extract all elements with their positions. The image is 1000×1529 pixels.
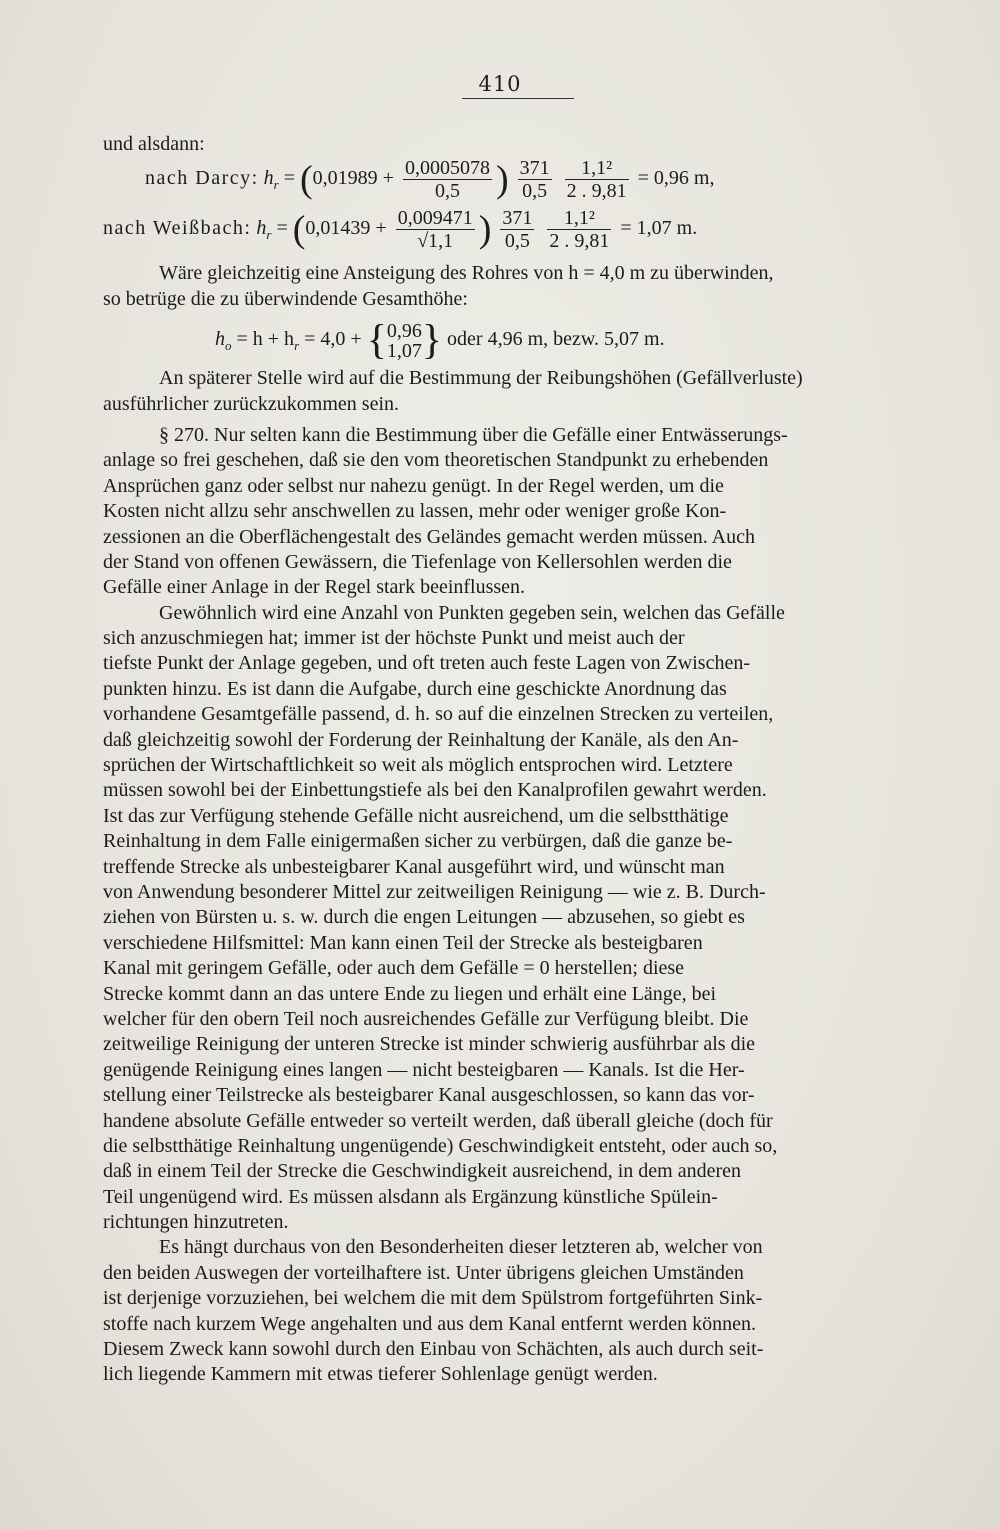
darcy-frac-1 <box>403 157 492 202</box>
darcy-close-paren: ) <box>495 158 509 201</box>
para4-line: stellung einer Teilstrecke als besteigbarer Kanal ausgeschlossen, so kann das vor- <box>103 1084 755 1107</box>
darcy-frac-3 <box>565 157 629 202</box>
darcy-frac-2-den: 0,5 <box>522 180 548 203</box>
weissbach-frac-1-den: √1,1 <box>417 230 454 253</box>
total-middle-sub: r <box>294 338 300 354</box>
total-lhs: h <box>215 328 225 351</box>
para4-line: Gewöhnlich wird eine Anzahl von Punkten gegeben sein, welchen das Gefälle <box>159 601 785 624</box>
weissbach-frac-3-num: 1,1² <box>547 207 611 230</box>
para3-line: der Stand von offenen Gewässern, die Tiefenlage von Kellersohlen werden die <box>103 550 732 573</box>
weissbach-frac-3-den: 2 . 9,81 <box>549 230 610 253</box>
para5-line: Es hängt durchaus von den Besonderheiten dieser letzteren ab, welcher von <box>159 1236 763 1259</box>
total-bottom-value: 1,07 <box>386 339 422 362</box>
para4-line: daß in einem Teil der Strecke die Geschwindigkeit ausreichend, in dem anderen <box>103 1160 742 1183</box>
para4-line: punkten hinzu. Es ist dann die Aufgabe, durch eine geschickte Anordnung das <box>103 677 727 700</box>
para4-line: von Anwendung besonderer Mittel zur zeitweiligen Reinigung — wie z. B. Durch- <box>103 880 766 903</box>
darcy-equals: = <box>283 167 296 190</box>
weissbach-equals: = <box>276 217 288 240</box>
weissbach-frac-1 <box>396 207 475 252</box>
weissbach-frac-2-num: 371 <box>502 207 533 230</box>
total-top-value: 0,96 <box>386 319 422 342</box>
weissbach-formula <box>103 207 937 257</box>
total-height-formula <box>103 312 937 366</box>
para4-line: vorhandene Gesamtgefälle passend, d. h. so auf die einzelnen Strecken zu verteilen, <box>103 703 774 726</box>
para4-line: richtungen hinzutreten. <box>103 1211 289 1234</box>
weissbach-lhs-sub: r <box>266 227 272 243</box>
para4-line: genügende Reinigung eines langen — nicht besteigbaren — Kanals. Ist die Her- <box>103 1058 745 1081</box>
para4-line: verschiedene Hilfsmittel: Man kann einen Teil der Strecke als besteigbaren <box>103 931 703 954</box>
para4-line: Strecke kommt dann an das untere Ende zu liegen und erhält eine Länge, bei <box>103 982 717 1005</box>
para5-line: lich liegende Kammern mit etwas tieferer Sohlenlage genügt werden. <box>103 1363 658 1386</box>
para5-line: ist derjenige vorzuziehen, bei welchem die mit dem Spülstrom fortgeführten Sink- <box>103 1287 763 1310</box>
darcy-frac-3-num: 1,1² <box>565 157 629 180</box>
para1-line: so betrüge die zu überwindende Gesamthöhe: <box>103 287 468 310</box>
darcy-frac-2 <box>518 157 552 202</box>
darcy-formula <box>103 157 937 207</box>
weissbach-result: = 1,07 m. <box>620 217 698 240</box>
para3-line: § 270. Nur selten kann die Bestimmung über die Gefälle einer Entwässerungs- <box>159 423 788 446</box>
weissbach-open-paren: ( <box>292 208 306 251</box>
para5-line: stoffe nach kurzem Wege angehalten und aus dem Kanal entfernt werden können. <box>103 1312 756 1335</box>
para4-line: sich anzuschmiegen hat; immer ist der höchste Punkt und meist auch der <box>103 627 685 650</box>
para3-line: zessionen an die Oberflächengestalt des Geländes gemacht werden müssen. Auch <box>103 525 755 548</box>
para4-line: Teil ungenügend wird. Es müssen alsdann als Ergänzung künstliche Spülein- <box>103 1185 718 1208</box>
para4-line: Kanal mit geringem Gefälle, oder auch dem Gefälle = 0 herstellen; diese <box>103 957 685 980</box>
para4-line: Ist das zur Verfügung stehende Gefälle nicht ausreichend, um die selbstthätige <box>103 804 729 827</box>
para2-line: ausführlicher zurückzukommen sein. <box>103 392 400 415</box>
page-number-rule <box>462 98 574 99</box>
total-lhs-sub: o <box>225 338 232 354</box>
total-brace-open: { <box>366 317 387 364</box>
darcy-label: nach Darcy: <box>145 167 259 190</box>
total-brace-close: } <box>421 317 443 364</box>
weissbach-frac-2 <box>500 207 534 252</box>
weissbach-coef: 0,01439 <box>305 217 371 240</box>
page-number: 410 <box>478 72 522 96</box>
para4-line: müssen sowohl bei der Einbettungstiefe als bei den Kanalprofilen gewahrt werden. <box>103 779 767 802</box>
para4-line: sprüchen der Wirtschaftlichkeit so weit als möglich entsprochen wird. Letztere <box>103 754 733 777</box>
darcy-coef: 0,01989 <box>312 167 378 190</box>
para4-line: tiefste Punkt der Anlage gegeben, und oft treten auch feste Lagen von Zwischen- <box>103 652 751 675</box>
para4-line: die selbstthätige Reinhaltung ungenügende) Geschwindigkeit entsteht, oder auch so, <box>103 1134 778 1157</box>
weissbach-close-paren: ) <box>478 208 492 251</box>
para4-line: ziehen von Bürsten u. s. w. durch die engen Leitungen — abzusehen, so giebt es <box>103 906 745 929</box>
weissbach-frac-3 <box>547 207 611 252</box>
darcy-open-paren: ( <box>300 158 313 201</box>
total-rhs: = 4,0 + <box>299 328 367 351</box>
para3-line: Ansprüchen ganz oder selbst nur nahezu genügt. In der Regel werden, um die <box>103 474 724 497</box>
darcy-frac-2-num: 371 <box>519 157 550 180</box>
para4-line: handene absolute Gefälle entweder so verteilt werden, daß überall gleiche (doch für <box>103 1109 773 1132</box>
weissbach-frac-1-num: 0,009471 <box>397 207 473 230</box>
darcy-lhs-sub: r <box>273 177 279 193</box>
intro-line: und alsdann: <box>103 133 205 155</box>
darcy-frac-3-den: 2 . 9,81 <box>566 180 627 203</box>
para2-line: An späterer Stelle wird auf die Bestimmung der Reibungshöhen (Gefällverluste) <box>159 367 803 390</box>
para4-line: Reinhaltung in dem Falle einigermaßen sicher zu verbürgen, daß die ganze be- <box>103 830 733 853</box>
darcy-result: = 0,96 m, <box>637 167 715 190</box>
total-tail: oder 4,96 m, bezw. 5,07 m. <box>442 328 665 351</box>
page-content <box>103 132 937 1388</box>
para3-line: Kosten nicht allzu sehr anschwellen zu lassen, mehr oder weniger große Kon- <box>103 500 727 523</box>
weissbach-plus: + <box>375 217 387 240</box>
darcy-lhs: h <box>263 167 274 190</box>
para1-line: Wäre gleichzeitig eine Ansteigung des Rohres von h = 4,0 m zu überwinden, <box>159 262 774 285</box>
para3-line: Gefälle einer Anlage in der Regel stark beeinflussen. <box>103 576 526 599</box>
darcy-frac-1-num: 0,0005078 <box>404 157 490 180</box>
weissbach-lhs: h <box>256 217 267 240</box>
para5-line: Diesem Zweck kann sowohl durch den Einbau von Schächten, als auch durch seit- <box>103 1338 764 1361</box>
darcy-frac-1-den: 0,5 <box>434 180 460 203</box>
total-middle: = h + h <box>231 328 295 351</box>
para4-line: welcher für den obern Teil noch ausreichendes Gefälle zur Verfügung bleibt. Die <box>103 1007 749 1030</box>
total-alternatives <box>387 321 422 361</box>
weissbach-frac-2-den: 0,5 <box>504 230 530 253</box>
darcy-plus: + <box>382 167 394 190</box>
para4-line: treffende Strecke als unbesteigbarer Kanal ausgeführt wird, und wünscht man <box>103 855 725 878</box>
weissbach-label: nach Weißbach: <box>103 217 252 240</box>
para5-line: den beiden Auswegen der vorteilhaftere ist. Unter übrigens gleichen Umständen <box>103 1261 744 1284</box>
para3-line: anlage so frei geschehen, daß sie den vom theoretischen Standpunkt zu erhebenden <box>103 449 769 472</box>
para4-line: zeitweilige Reinigung der unteren Strecke ist minder schwierig ausführbar als die <box>103 1033 756 1056</box>
para4-line: daß gleichzeitig sowohl der Forderung der Reinhaltung der Kanäle, als den An- <box>103 728 739 751</box>
